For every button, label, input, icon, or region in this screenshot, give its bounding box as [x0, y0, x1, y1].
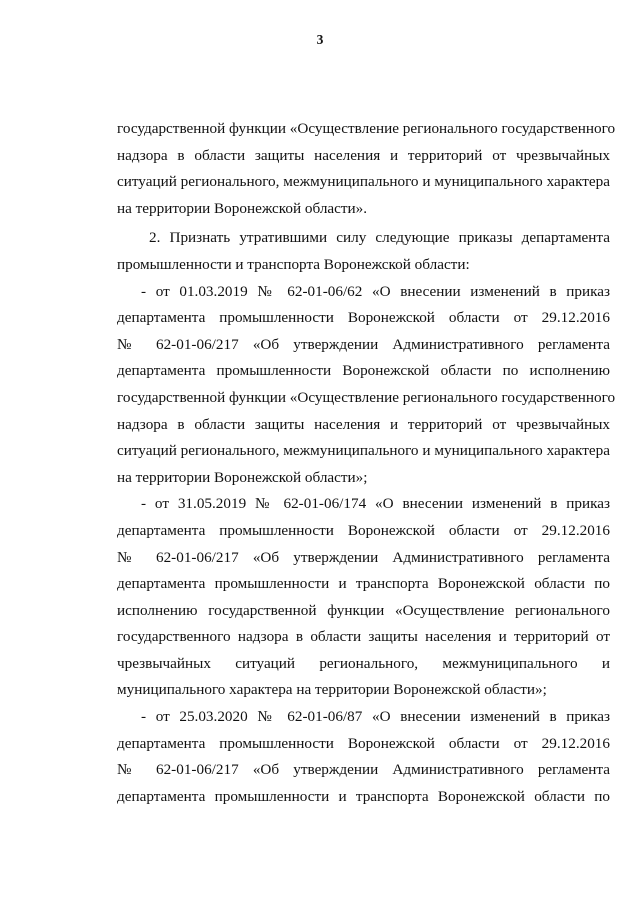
text-line: промышленности и транспорта Воронежской области:: [117, 255, 470, 273]
text-line: департамента промышленности Воронежской области от 29.12.2016: [117, 521, 610, 539]
text-line: департамента промышленности и транспорта Воронежской области по: [117, 575, 610, 593]
text-line: ситуаций регионального, межмуниципального и муниципального характера: [117, 173, 610, 191]
text-line: на территории Воронежской области».: [117, 199, 368, 217]
text-line: исполнению государственной функции «Осуществление регионального: [117, 601, 610, 619]
text-line: государственной функции «Осуществление регионального государственного: [117, 120, 616, 137]
text-line: - от 31.05.2019 № 62-01-06/174 «О внесении изменений в приказ: [141, 495, 610, 513]
text-line: № 62-01-06/217 «Об утверждении Административного регламента: [117, 335, 610, 353]
text-line: ситуаций регионального, межмуниципального и муниципального характера: [117, 442, 610, 460]
text-line: департамента промышленности и транспорта Воронежской области по: [117, 787, 610, 805]
text-line: - от 25.03.2020 № 62-01-06/87 «О внесении изменений в приказ: [141, 708, 610, 726]
text-line: надзора в области защиты населения и территорий от чрезвычайных: [117, 146, 610, 164]
text-line: № 62-01-06/217 «Об утверждении Административного регламента: [117, 548, 610, 566]
text-line: надзора в области защиты населения и территорий от чрезвычайных: [117, 415, 610, 433]
text-line: муниципального характера на территории Воронежской области»;: [117, 681, 547, 699]
document-body: [117, 116, 616, 810]
text-line: - от 01.03.2019 № 62-01-06/62 «О внесении изменений в приказ: [141, 282, 610, 300]
text-line: департамента промышленности Воронежской области по исполнению: [117, 362, 610, 380]
text-line: государственной функции «Осуществление регионального государственного: [117, 388, 616, 406]
text-line: на территории Воронежской области»;: [117, 468, 368, 486]
text-line: департамента промышленности Воронежской области от 29.12.2016: [117, 309, 610, 327]
text-line: государственного надзора в области защиты населения и территорий от: [117, 628, 610, 646]
text-line: 2. Признать утратившими силу следующие приказы департамента: [149, 229, 610, 247]
text-line: № 62-01-06/217 «Об утверждении Административного регламента: [117, 761, 610, 779]
text-line: департамента промышленности Воронежской области от 29.12.2016: [117, 734, 610, 752]
text-line: чрезвычайных ситуаций регионального, межмуниципального и: [117, 654, 610, 672]
page-number: 3: [316, 32, 324, 47]
